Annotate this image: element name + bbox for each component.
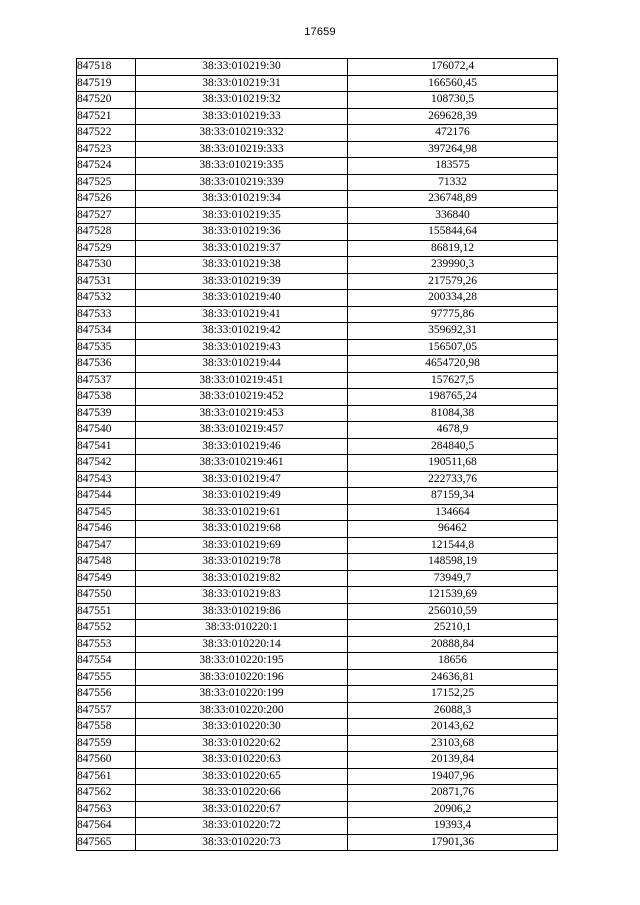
value-cell: 73949,7	[348, 570, 558, 587]
table-row	[77, 537, 558, 554]
value-cell: 155844,64	[348, 224, 558, 241]
table-row	[77, 125, 558, 142]
table-row	[77, 471, 558, 488]
table-row	[77, 92, 558, 109]
cadastral-number-cell: 38:33:010219:39	[136, 273, 348, 290]
table-row	[77, 504, 558, 521]
row-number-cell: 847561	[77, 768, 136, 785]
table-row	[77, 570, 558, 587]
cadastral-number-cell: 38:33:010219:37	[136, 240, 348, 257]
table-row	[77, 636, 558, 653]
value-cell: 19393,4	[348, 818, 558, 835]
cadastral-number-cell: 38:33:010219:457	[136, 422, 348, 439]
cadastral-value-table	[76, 58, 558, 851]
cadastral-number-cell: 38:33:010220:196	[136, 669, 348, 686]
table-body	[77, 59, 558, 851]
value-cell: 24636,81	[348, 669, 558, 686]
value-cell: 156507,05	[348, 339, 558, 356]
table-row	[77, 356, 558, 373]
value-cell: 81084,38	[348, 405, 558, 422]
cadastral-number-cell: 38:33:010219:82	[136, 570, 348, 587]
value-cell: 19407,96	[348, 768, 558, 785]
row-number-cell: 847550	[77, 587, 136, 604]
value-cell: 472176	[348, 125, 558, 142]
value-cell: 176072,4	[348, 59, 558, 76]
row-number-cell: 847541	[77, 438, 136, 455]
table-row	[77, 768, 558, 785]
cadastral-number-cell: 38:33:010219:34	[136, 191, 348, 208]
table-row	[77, 75, 558, 92]
value-cell: 239990,3	[348, 257, 558, 274]
row-number-cell: 847552	[77, 620, 136, 637]
row-number-cell: 847522	[77, 125, 136, 142]
row-number-cell: 847542	[77, 455, 136, 472]
cadastral-number-cell: 38:33:010220:30	[136, 719, 348, 736]
table-row	[77, 620, 558, 637]
value-cell: 18656	[348, 653, 558, 670]
table-row	[77, 669, 558, 686]
table-row	[77, 521, 558, 538]
row-number-cell: 847560	[77, 752, 136, 769]
row-number-cell: 847531	[77, 273, 136, 290]
table-row	[77, 372, 558, 389]
value-cell: 20906,2	[348, 801, 558, 818]
value-cell: 20888,84	[348, 636, 558, 653]
value-cell: 86819,12	[348, 240, 558, 257]
value-cell: 4654720,98	[348, 356, 558, 373]
cadastral-number-cell: 38:33:010219:332	[136, 125, 348, 142]
cadastral-number-cell: 38:33:010219:69	[136, 537, 348, 554]
table-row	[77, 554, 558, 571]
cadastral-number-cell: 38:33:010219:42	[136, 323, 348, 340]
row-number-cell: 847538	[77, 389, 136, 406]
value-cell: 87159,34	[348, 488, 558, 505]
row-number-cell: 847563	[77, 801, 136, 818]
cadastral-number-cell: 38:33:010219:335	[136, 158, 348, 175]
table-row	[77, 141, 558, 158]
value-cell: 269628,39	[348, 108, 558, 125]
row-number-cell: 847565	[77, 834, 136, 851]
cadastral-number-cell: 38:33:010220:63	[136, 752, 348, 769]
value-cell: 217579,26	[348, 273, 558, 290]
value-cell: 166560,45	[348, 75, 558, 92]
row-number-cell: 847544	[77, 488, 136, 505]
cadastral-number-cell: 38:33:010219:43	[136, 339, 348, 356]
value-cell: 20143,62	[348, 719, 558, 736]
row-number-cell: 847543	[77, 471, 136, 488]
value-cell: 183575	[348, 158, 558, 175]
table-row	[77, 686, 558, 703]
value-cell: 17901,36	[348, 834, 558, 851]
row-number-cell: 847545	[77, 504, 136, 521]
cadastral-number-cell: 38:33:010219:78	[136, 554, 348, 571]
row-number-cell: 847527	[77, 207, 136, 224]
table-row	[77, 752, 558, 769]
row-number-cell: 847519	[77, 75, 136, 92]
cadastral-number-cell: 38:33:010219:49	[136, 488, 348, 505]
value-cell: 96462	[348, 521, 558, 538]
cadastral-number-cell: 38:33:010220:200	[136, 702, 348, 719]
row-number-cell: 847551	[77, 603, 136, 620]
table-row	[77, 405, 558, 422]
row-number-cell: 847529	[77, 240, 136, 257]
value-cell: 20139,84	[348, 752, 558, 769]
value-cell: 97775,86	[348, 306, 558, 323]
row-number-cell: 847540	[77, 422, 136, 439]
cadastral-number-cell: 38:33:010220:67	[136, 801, 348, 818]
table-row	[77, 422, 558, 439]
cadastral-number-cell: 38:33:010219:35	[136, 207, 348, 224]
row-number-cell: 847526	[77, 191, 136, 208]
cadastral-number-cell: 38:33:010220:65	[136, 768, 348, 785]
cadastral-number-cell: 38:33:010220:73	[136, 834, 348, 851]
cadastral-number-cell: 38:33:010219:333	[136, 141, 348, 158]
row-number-cell: 847558	[77, 719, 136, 736]
cadastral-number-cell: 38:33:010219:36	[136, 224, 348, 241]
table-row	[77, 191, 558, 208]
value-cell: 284840,5	[348, 438, 558, 455]
page-number: 17659	[304, 26, 336, 38]
value-cell: 200334,28	[348, 290, 558, 307]
value-cell: 25210,1	[348, 620, 558, 637]
cadastral-number-cell: 38:33:010220:14	[136, 636, 348, 653]
row-number-cell: 847524	[77, 158, 136, 175]
row-number-cell: 847564	[77, 818, 136, 835]
table-row	[77, 323, 558, 340]
cadastral-number-cell: 38:33:010220:72	[136, 818, 348, 835]
cadastral-number-cell: 38:33:010219:44	[136, 356, 348, 373]
table-row	[77, 273, 558, 290]
value-cell: 336840	[348, 207, 558, 224]
row-number-cell: 847518	[77, 59, 136, 76]
row-number-cell: 847536	[77, 356, 136, 373]
table-row	[77, 207, 558, 224]
cadastral-number-cell: 38:33:010220:199	[136, 686, 348, 703]
cadastral-number-cell: 38:33:010220:66	[136, 785, 348, 802]
table-row	[77, 306, 558, 323]
value-cell: 190511,68	[348, 455, 558, 472]
row-number-cell: 847520	[77, 92, 136, 109]
row-number-cell: 847559	[77, 735, 136, 752]
table-row	[77, 455, 558, 472]
cadastral-number-cell: 38:33:010219:451	[136, 372, 348, 389]
row-number-cell: 847562	[77, 785, 136, 802]
cadastral-number-cell: 38:33:010220:195	[136, 653, 348, 670]
table-row	[77, 257, 558, 274]
cadastral-number-cell: 38:33:010219:83	[136, 587, 348, 604]
cadastral-number-cell: 38:33:010220:1	[136, 620, 348, 637]
cadastral-number-cell: 38:33:010219:38	[136, 257, 348, 274]
row-number-cell: 847556	[77, 686, 136, 703]
cadastral-number-cell: 38:33:010219:86	[136, 603, 348, 620]
cadastral-number-cell: 38:33:010219:46	[136, 438, 348, 455]
value-cell: 359692,31	[348, 323, 558, 340]
cadastral-number-cell: 38:33:010219:339	[136, 174, 348, 191]
row-number-cell: 847534	[77, 323, 136, 340]
row-number-cell: 847532	[77, 290, 136, 307]
value-cell: 71332	[348, 174, 558, 191]
table-row	[77, 702, 558, 719]
value-cell: 121544,8	[348, 537, 558, 554]
table-row	[77, 488, 558, 505]
value-cell: 397264,98	[348, 141, 558, 158]
cadastral-number-cell: 38:33:010219:47	[136, 471, 348, 488]
value-cell: 256010,59	[348, 603, 558, 620]
cadastral-number-cell: 38:33:010219:41	[136, 306, 348, 323]
value-cell: 148598,19	[348, 554, 558, 571]
value-cell: 236748,89	[348, 191, 558, 208]
row-number-cell: 847523	[77, 141, 136, 158]
row-number-cell: 847535	[77, 339, 136, 356]
cadastral-number-cell: 38:33:010219:33	[136, 108, 348, 125]
row-number-cell: 847557	[77, 702, 136, 719]
table-row	[77, 587, 558, 604]
value-cell: 222733,76	[348, 471, 558, 488]
row-number-cell: 847528	[77, 224, 136, 241]
table-row	[77, 389, 558, 406]
table-row	[77, 818, 558, 835]
table-row	[77, 735, 558, 752]
cadastral-number-cell: 38:33:010219:31	[136, 75, 348, 92]
table-row	[77, 339, 558, 356]
value-cell: 157627,5	[348, 372, 558, 389]
row-number-cell: 847525	[77, 174, 136, 191]
cadastral-number-cell: 38:33:010219:32	[136, 92, 348, 109]
table-row	[77, 719, 558, 736]
table-row	[77, 108, 558, 125]
cadastral-number-cell: 38:33:010219:453	[136, 405, 348, 422]
value-cell: 20871,76	[348, 785, 558, 802]
row-number-cell: 847546	[77, 521, 136, 538]
row-number-cell: 847547	[77, 537, 136, 554]
table-row	[77, 438, 558, 455]
row-number-cell: 847539	[77, 405, 136, 422]
table-row	[77, 59, 558, 76]
cadastral-number-cell: 38:33:010219:30	[136, 59, 348, 76]
row-number-cell: 847548	[77, 554, 136, 571]
row-number-cell: 847533	[77, 306, 136, 323]
cadastral-number-cell: 38:33:010219:40	[136, 290, 348, 307]
row-number-cell: 847554	[77, 653, 136, 670]
table-row	[77, 603, 558, 620]
value-cell: 121539,69	[348, 587, 558, 604]
table-row	[77, 653, 558, 670]
value-cell: 26088,3	[348, 702, 558, 719]
cadastral-number-cell: 38:33:010219:452	[136, 389, 348, 406]
cadastral-number-cell: 38:33:010219:68	[136, 521, 348, 538]
table-row	[77, 290, 558, 307]
row-number-cell: 847521	[77, 108, 136, 125]
table-row	[77, 785, 558, 802]
row-number-cell: 847530	[77, 257, 136, 274]
table-row	[77, 801, 558, 818]
table-row	[77, 834, 558, 851]
value-cell: 4678,9	[348, 422, 558, 439]
row-number-cell: 847553	[77, 636, 136, 653]
row-number-cell: 847537	[77, 372, 136, 389]
value-cell: 23103,68	[348, 735, 558, 752]
cadastral-number-cell: 38:33:010219:61	[136, 504, 348, 521]
table-row	[77, 158, 558, 175]
value-cell: 198765,24	[348, 389, 558, 406]
value-cell: 17152,25	[348, 686, 558, 703]
row-number-cell: 847555	[77, 669, 136, 686]
table-row	[77, 174, 558, 191]
cadastral-number-cell: 38:33:010220:62	[136, 735, 348, 752]
value-cell: 134664	[348, 504, 558, 521]
row-number-cell: 847549	[77, 570, 136, 587]
table-row	[77, 240, 558, 257]
cadastral-number-cell: 38:33:010219:461	[136, 455, 348, 472]
value-cell: 108730,5	[348, 92, 558, 109]
table-row	[77, 224, 558, 241]
